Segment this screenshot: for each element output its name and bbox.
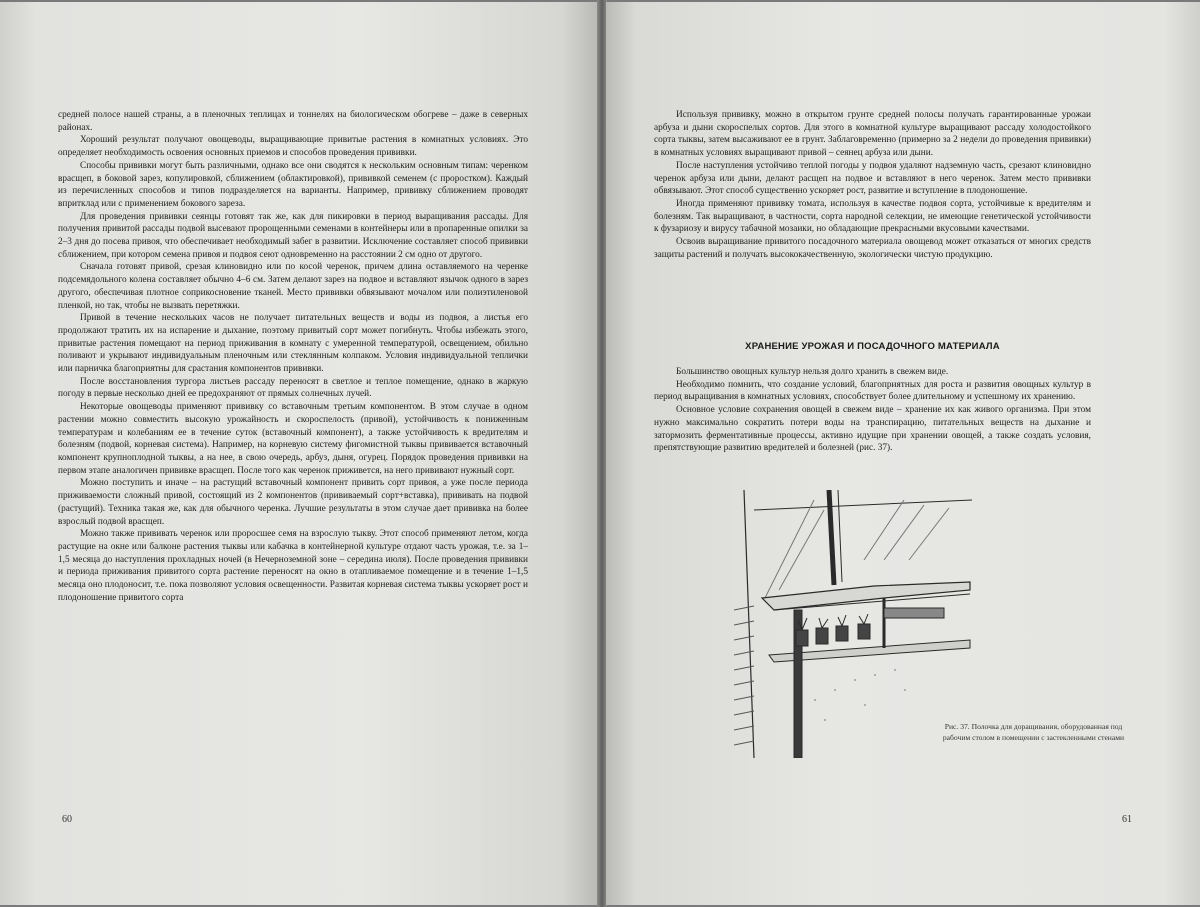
paragraph: Основное условие сохранения овощей в свежем виде – хранение их как живого организма. При этом нужно максимально сократить потери воды на транспирацию, питательных веществ на дыхание и затормозить ферментативные процессы, активно идущие при хранении овощей, а также создать условия, препятствующие развитию вредителей и болезней (рис. 37). — [654, 405, 1091, 454]
shelf-illustration — [734, 490, 972, 758]
paragraph: Можно также прививать черенок или проросшее семя на взрослую тыкву. Этот способ применяют летом, когда растущие на окне или балконе растения тыквы или кабачка в контейнерной культуре отдают часть урожая, т.е. за 1–1,5 месяца до наступления прохладных ночей (в Нечерноземной зоне – середина июля). После проведения прививки и периода приживания привитого сорта растение переносят на окно в отапливаемое помещение и в течение 1–1,5 месяца оно плодоносит, т.е. пока позволяют условия освещенности. Развитая корневая система тыквы ускоряет рост и плодоношение привитого сорта — [58, 529, 528, 603]
right-page — [606, 2, 1200, 905]
paragraph: После восстановления тургора листьев рассаду переносят в светлое и теплое помещение, однако в жаркую погоду в первые несколько дней ее предохраняют от прямых солнечных лучей. — [58, 376, 528, 400]
paragraph: Привой в течение нескольких часов не получает питательных веществ и воды из подвоя, а листья его продолжают тратить их на испарение и дыхание, поэтому привитый сорт может погибнуть. Чтобы избежать этого, привитые растения помещают на период приживания в комнату с умеренной температурой, освещением, обильно поливают и укрывают индивидуальным пленочным или стеклянным колпаком. Условия индивидуальной теплички или парничка благоприятны для срастания компонентов прививки. — [58, 313, 528, 375]
paragraph: Сначала готовят привой, срезая клиновидно или по косой черенок, причем длина оставляемого на черенке подсемядольного колена составляет обычно 4–6 см. Затем делают зарез на подвое и вставляют язычок одного в зарез другого, обеспечивая плотное соприкосновение тканей. Место прививки обвязывают мочалом или полиэтиленовой пленкой, но так, чтобы не вызвать перетяжки. — [58, 262, 528, 311]
paragraph: средней полосе нашей страны, а в пленочных теплицах и тоннелях на биологическом обогреве – даже в северных районах. — [58, 110, 528, 133]
figure-caption: Рис. 37. Полочка для доращивания, оборудованная под рабочим столом в помещении с застекленными стенами — [942, 722, 1125, 742]
paragraph: Освоив выращивание привитого посадочного материала овощевод может отказаться от многих средств защиты растений и получать высококачественную, экологически чистую продукцию. — [654, 237, 1091, 260]
paragraph: После наступления устойчиво теплой погоды у подвоя удаляют надземную часть, срезают клиновидно черенок арбуза или дыни, делают расщеп на подвое и вставляют в него черенок. Затем место прививки обвязывают. Этот способ существенно ускоряет рост, развитие и вступление в плодоношение. — [654, 160, 1091, 197]
page-number: 61 — [1122, 814, 1132, 825]
page-number: 60 — [62, 814, 72, 825]
right-text-column-top — [654, 109, 1091, 261]
paragraph: Иногда применяют прививку томата, используя в качестве подвоя сорта, устойчивые к вредителям и болезням. Так выращивают, в частности, сорта народной селекции, не имеющие генетической устойчивости к фузариозу и вирусу табачной мозаики, но обладающие прекрасными вкусовыми качествами. — [654, 198, 1091, 235]
paragraph: Используя прививку, можно в открытом грунте средней полосы получать гарантированные урожаи арбуза и дыни скороспелых сортов. Для этого в комнатной культуре выращивают рассаду холодостойкого сорта тыквы, затем высаживают ее в грунт. Заблаговременно (примерно за 2 недели до проведения прививки) в комнатных условиях выращивают привой – сеянец арбуза или дыни. — [654, 110, 1091, 159]
paragraph: Некоторые овощеводы применяют прививку со вставочным третьим компонентом. В этом случае в одном растении можно совместить высокую урожайность и скороспелость (привой), устойчивость к пониженным температурам и колебаниям ее в течение суток (вставочный компонент), а также устойчивость к вредителям и болезням (подвой, корневая система). Например, на корневую систему фигомистной тыквы прививается вставочный компонент крупноплодной тыквы, а на нее, в свою очередь, арбуз, дыня, огурец. Порядок проведения прививки на первом этапе аналогичен прививке врасщеп. После того как черенок приживется, на него прививают нужный сорт. — [58, 402, 528, 476]
paragraph: Большинство овощных культур нельзя долго хранить в свежем виде. — [676, 367, 949, 377]
paragraph: Хороший результат получают овощеводы, выращивающие привитые растения в комнатных условиях. Это определяет необходимость освоения основных приемов и способов проведения прививки. — [58, 135, 528, 159]
paragraph: Необходимо помнить, что создание условий, благоприятных для роста и развития овощных культур в период выращивания в комнатных условиях, способствует более длительному и успешному их хранению. — [654, 379, 1091, 403]
paragraph: Можно поступить и иначе – на растущий вставочный компонент привить сорт привоя, а уже после периода приживаемости сложный привой, состоящий из 2 компонентов (прививаемый сорт+вставка), прививать на подвой (растущий). Техника такая же, как для обычного черенка. Лучшие результаты в этом случае дает прививка на более взрослый подвой врасщеп. — [58, 478, 528, 527]
left-page — [0, 2, 598, 905]
left-text-column — [58, 109, 528, 604]
paragraph: Способы прививки могут быть различными, однако все они сводятся к нескольким основным типам: черенком врасщеп, в боковой зарез, копулировкой, сближением (облактировкой), прививкой семенем (с проростком). Каждый из перечисленных способов и типов подразделяется на варианты. Например, прививку сближением проводят впритклад или с применением бокового зареза. — [58, 160, 528, 209]
section-heading: ХРАНЕНИЕ УРОЖАЯ И ПОСАДОЧНОГО МАТЕРИАЛА — [745, 341, 1000, 352]
right-text-column-bottom — [654, 366, 1091, 455]
paragraph: Для проведения прививки сеянцы готовят так же, как для пикировки в период выращивания рассады. Для получения привитой рассады подвой высевают пророщенными семенами в контейнеры или в пропаренные опилки за 2–3 дня до посева привоя, что обеспечивает необходимый забег в развитии. Исключение составляет способ прививки сближением, при котором семена привоя и подвоя сеют одновременно на расстоянии 2 см одно от другого. — [58, 211, 528, 260]
